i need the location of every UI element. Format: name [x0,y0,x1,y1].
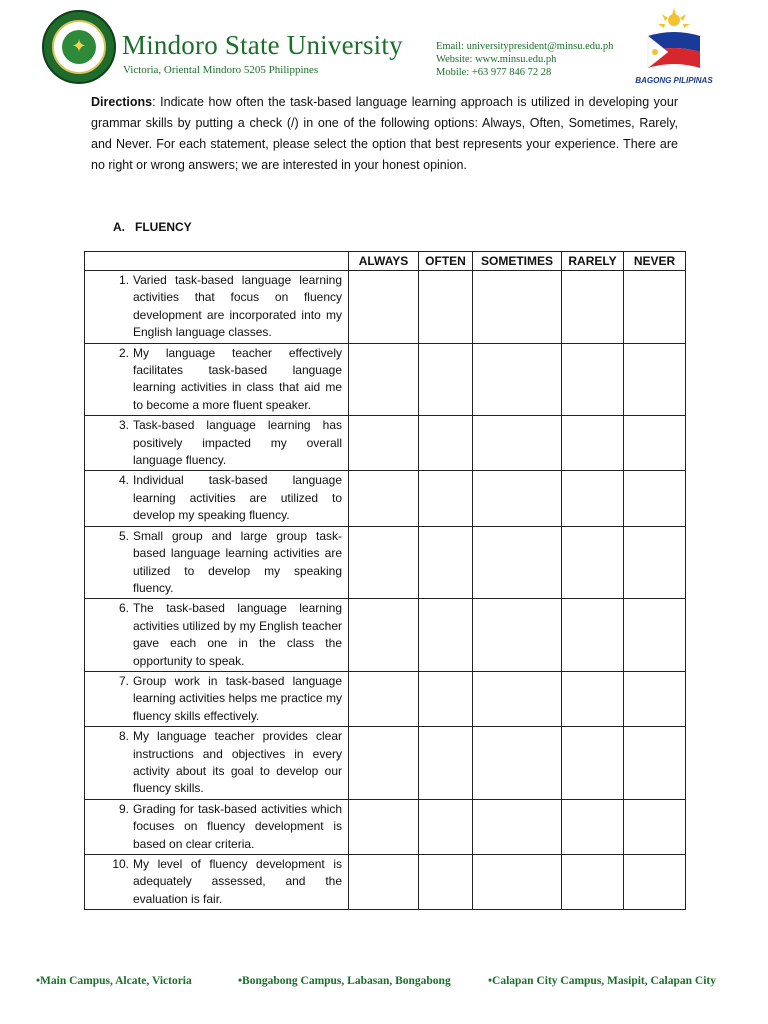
statement-number: 3. [118,418,129,433]
check-cell-sometimes[interactable] [473,471,562,526]
check-cell-never[interactable] [624,526,686,599]
footer-campuses [0,975,768,991]
statement-cell [85,343,349,416]
table-row [85,416,686,471]
check-cell-rarely[interactable] [562,727,624,800]
statement-cell [85,727,349,800]
statement-cell [85,526,349,599]
header-sometimes: SOMETIMES [473,252,562,271]
directions [91,92,678,176]
check-cell-sometimes[interactable] [473,416,562,471]
statement-number: 10. [112,857,129,871]
statement-text: Group work in task-based language learning activities helps me practice my fluency skills effectively. [133,673,342,723]
statement-number: 8. [118,729,129,744]
statement-number: 4. [118,473,129,488]
check-cell-often[interactable] [419,526,473,599]
check-cell-sometimes[interactable] [473,671,562,726]
statement-cell [85,471,349,526]
statement-cell [85,855,349,910]
check-cell-sometimes[interactable] [473,343,562,416]
check-cell-never[interactable] [624,471,686,526]
bagong-pilipinas-text: BAGONG PILIPINAS [635,76,713,85]
statement-cell [85,599,349,672]
check-cell-always[interactable] [349,727,419,800]
statement-number: 5. [118,528,129,543]
fluency-table [84,251,686,910]
footer-campus-main: •Main Campus, Alcate, Victoria [36,975,192,987]
check-cell-sometimes[interactable] [473,271,562,344]
university-address: Victoria, Oriental Mindoro 5205 Philippines [123,64,319,76]
check-cell-sometimes[interactable] [473,526,562,599]
check-cell-always[interactable] [349,855,419,910]
footer-campus-bongabong: •Bongabong Campus, Labasan, Bongabong [238,975,451,987]
contact-email: Email: universitypresident@minsu.edu.ph [436,41,614,52]
check-cell-often[interactable] [419,471,473,526]
statement-text: Grading for task-based activities which focuses on fluency development is based on clear criteria. [133,801,342,851]
check-cell-never[interactable] [624,343,686,416]
header-rarely: RARELY [562,252,624,271]
statement-text: Varied task-based language learning activities that focus on fluency development are incorporated into my English language classes. [133,273,342,340]
check-cell-rarely[interactable] [562,343,624,416]
header-often: OFTEN [419,252,473,271]
table-row [85,855,686,910]
statement-number: 1. [118,273,129,287]
check-cell-always[interactable] [349,526,419,599]
check-cell-often[interactable] [419,671,473,726]
check-cell-rarely[interactable] [562,471,624,526]
table-row [85,799,686,854]
university-seal-icon: ✦ [42,10,116,84]
check-cell-rarely[interactable] [562,271,624,344]
check-cell-always[interactable] [349,671,419,726]
statement-number: 6. [118,601,129,616]
directions-text: : Indicate how often the task-based language learning approach is utilized in developing your grammar skills by putting a check (/) in one of the following options: Always, Often, Sometimes, Rarely, and Never. For each statement, please select the option that best represents your experience. There are no right or wrong answers; we are interested in your honest opinion. [91,95,678,172]
check-cell-often[interactable] [419,416,473,471]
check-cell-never[interactable] [624,271,686,344]
check-cell-sometimes[interactable] [473,855,562,910]
check-cell-always[interactable] [349,271,419,344]
check-cell-rarely[interactable] [562,599,624,672]
statement-text: My language teacher effectively facilitates task-based language learning activities in class that aid me to become a more fluent speaker. [133,345,342,412]
check-cell-rarely[interactable] [562,671,624,726]
check-cell-never[interactable] [624,599,686,672]
statement-cell [85,416,349,471]
check-cell-always[interactable] [349,599,419,672]
statement-text: The task-based language learning activities utilized by my English teacher gave each one in the class the opportunity to speak. [133,601,342,668]
check-cell-never[interactable] [624,855,686,910]
check-cell-often[interactable] [419,727,473,800]
footer-campus-calapan: •Calapan City Campus, Masipit, Calapan City [488,975,716,987]
statement-cell [85,799,349,854]
statement-number: 2. [118,345,129,360]
university-name: Mindoro State University [122,30,403,60]
check-cell-rarely[interactable] [562,526,624,599]
check-cell-sometimes[interactable] [473,727,562,800]
check-cell-never[interactable] [624,671,686,726]
statement-text: My level of fluency development is adequately assessed, and the evaluation is fair. [133,857,342,906]
section-name: FLUENCY [135,220,192,234]
table-row [85,271,686,344]
check-cell-often[interactable] [419,271,473,344]
header-always: ALWAYS [349,252,419,271]
check-cell-rarely[interactable] [562,855,624,910]
check-cell-never[interactable] [624,727,686,800]
check-cell-often[interactable] [419,599,473,672]
statement-text: Task-based language learning has positively impacted my overall language fluency. [133,418,342,468]
contact-website: Website: www.minsu.edu.ph [436,54,557,65]
check-cell-often[interactable] [419,799,473,854]
statement-text: Small group and large group task-based language learning activities are utilized to develop my speaking fluency. [133,528,342,595]
table-row [85,671,686,726]
table-header-row [85,252,686,271]
statement-cell [85,271,349,344]
table-row [85,599,686,672]
contact-mobile: Mobile: +63 977 846 72 28 [436,67,552,78]
statement-number: 7. [118,673,129,688]
table-row [85,471,686,526]
check-cell-sometimes[interactable] [473,599,562,672]
check-cell-rarely[interactable] [562,799,624,854]
table-row [85,727,686,800]
statement-cell [85,671,349,726]
statement-text: Individual task-based language learning activities are utilized to develop my speaking fluency. [133,473,342,523]
table-row [85,526,686,599]
check-cell-rarely[interactable] [562,416,624,471]
header-never: NEVER [624,252,686,271]
letterhead [0,0,768,92]
check-cell-always[interactable] [349,343,419,416]
check-cell-always[interactable] [349,471,419,526]
check-cell-never[interactable] [624,799,686,854]
check-cell-never[interactable] [624,416,686,471]
directions-label: Directions [91,95,153,109]
check-cell-always[interactable] [349,799,419,854]
statement-number: 9. [118,801,129,816]
statement-text: My language teacher provides clear instructions and objectives in every activity about its goal to develop our fluency skills. [133,729,342,796]
check-cell-sometimes[interactable] [473,799,562,854]
header-statement [85,252,349,271]
check-cell-always[interactable] [349,416,419,471]
check-cell-often[interactable] [419,343,473,416]
contact-block [436,40,613,79]
table-row [85,343,686,416]
check-cell-often[interactable] [419,855,473,910]
section-title [113,220,192,234]
section-letter: A. [113,220,125,234]
